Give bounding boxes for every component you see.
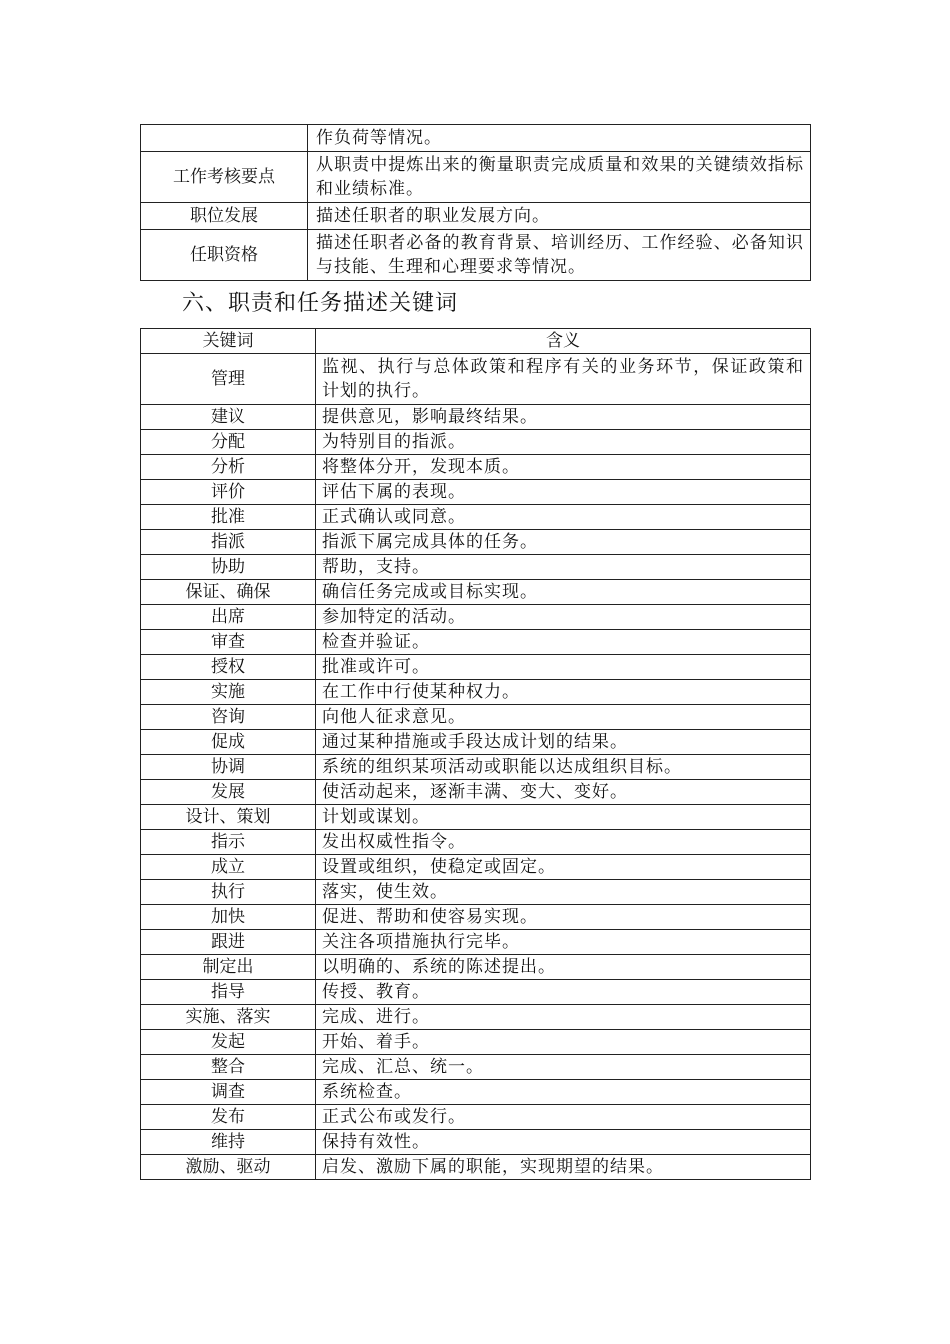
keyword-cell: 协调 [141,755,316,780]
keyword-cell: 管理 [141,354,316,405]
keyword-cell: 指派 [141,530,316,555]
row-value: 从职责中提炼出来的衡量职责完成质量和效果的关键绩效指标和业绩标准。 [308,152,811,203]
meaning-cell: 检查并验证。 [316,630,811,655]
keyword-cell: 制定出 [141,955,316,980]
meaning-cell: 在工作中行使某种权力。 [316,680,811,705]
table-row [141,505,811,530]
keyword-cell: 发起 [141,1030,316,1055]
table-row [141,880,811,905]
table-row [141,730,811,755]
table-row [141,530,811,555]
table-row [141,230,811,281]
keywords-table [140,328,811,1180]
keyword-cell: 调查 [141,1080,316,1105]
keyword-cell: 整合 [141,1055,316,1080]
row-value: 作负荷等情况。 [308,125,811,152]
keyword-cell: 评价 [141,480,316,505]
table-row [141,780,811,805]
table-row [141,1130,811,1155]
meaning-cell: 开始、着手。 [316,1030,811,1055]
keyword-cell: 成立 [141,855,316,880]
keyword-cell: 建议 [141,405,316,430]
table-row [141,930,811,955]
table-row [141,830,811,855]
table-row [141,905,811,930]
table-row [141,980,811,1005]
table-row [141,1155,811,1180]
meaning-cell: 为特别目的指派。 [316,430,811,455]
table-row [141,1005,811,1030]
keyword-cell: 出席 [141,605,316,630]
row-key: 任职资格 [141,230,308,281]
keyword-cell: 协助 [141,555,316,580]
meaning-cell: 正式确认或同意。 [316,505,811,530]
meaning-cell: 将整体分开，发现本质。 [316,455,811,480]
table-row [141,430,811,455]
keyword-cell: 咨询 [141,705,316,730]
keyword-cell: 保证、确保 [141,580,316,605]
meaning-cell: 参加特定的活动。 [316,605,811,630]
table-row [141,480,811,505]
table-row [141,125,811,152]
meaning-cell: 评估下属的表现。 [316,480,811,505]
keyword-cell: 发展 [141,780,316,805]
table-row [141,455,811,480]
table-row [141,354,811,405]
keyword-cell: 分配 [141,430,316,455]
meaning-cell: 帮助，支持。 [316,555,811,580]
keyword-cell: 审查 [141,630,316,655]
table-row [141,1105,811,1130]
table-row [141,1055,811,1080]
meaning-cell: 指派下属完成具体的任务。 [316,530,811,555]
meaning-cell: 批准或许可。 [316,655,811,680]
section-heading: 六、职责和任务描述关键词 [182,291,459,316]
table-row [141,655,811,680]
meaning-cell: 传授、教育。 [316,980,811,1005]
meaning-cell: 系统的组织某项活动或职能以达成组织目标。 [316,755,811,780]
table-row [141,705,811,730]
keyword-cell: 发布 [141,1105,316,1130]
keyword-cell: 激励、驱动 [141,1155,316,1180]
row-value: 描述任职者必备的教育背景、培训经历、工作经验、必备知识与技能、生理和心理要求等情况。 [308,230,811,281]
keyword-cell: 批准 [141,505,316,530]
table-row [141,152,811,203]
meaning-cell: 落实，使生效。 [316,880,811,905]
keyword-cell: 维持 [141,1130,316,1155]
meaning-cell: 保持有效性。 [316,1130,811,1155]
table-row [141,755,811,780]
table-row [141,605,811,630]
meaning-cell: 发出权威性指令。 [316,830,811,855]
row-key: 工作考核要点 [141,152,308,203]
table-row [141,855,811,880]
table-row [141,555,811,580]
table-row [141,580,811,605]
row-key: 职位发展 [141,203,308,230]
meaning-cell: 启发、激励下属的职能，实现期望的结果。 [316,1155,811,1180]
table-row [141,1030,811,1055]
table-row [141,405,811,430]
meaning-cell: 通过某种措施或手段达成计划的结果。 [316,730,811,755]
keyword-cell: 授权 [141,655,316,680]
keyword-cell: 实施、落实 [141,1005,316,1030]
keyword-cell: 实施 [141,680,316,705]
meaning-cell: 关注各项措施执行完毕。 [316,930,811,955]
meaning-cell: 设置或组织，使稳定或固定。 [316,855,811,880]
table-header-row [141,329,811,354]
meaning-cell: 完成、汇总、统一。 [316,1055,811,1080]
keyword-cell: 分析 [141,455,316,480]
row-key [141,125,308,152]
table-row [141,680,811,705]
job-description-table [140,124,811,281]
meaning-cell: 使活动起来，逐渐丰满、变大、变好。 [316,780,811,805]
keyword-cell: 跟进 [141,930,316,955]
table-row [141,805,811,830]
meaning-cell: 正式公布或发行。 [316,1105,811,1130]
table-row [141,955,811,980]
meaning-cell: 监视、执行与总体政策和程序有关的业务环节，保证政策和计划的执行。 [316,354,811,405]
meaning-cell: 系统检查。 [316,1080,811,1105]
header-meaning: 含义 [316,329,811,354]
keyword-cell: 指导 [141,980,316,1005]
row-value: 描述任职者的职业发展方向。 [308,203,811,230]
keyword-cell: 促成 [141,730,316,755]
meaning-cell: 以明确的、系统的陈述提出。 [316,955,811,980]
header-keyword: 关键词 [141,329,316,354]
keyword-cell: 指示 [141,830,316,855]
meaning-cell: 向他人征求意见。 [316,705,811,730]
meaning-cell: 完成、进行。 [316,1005,811,1030]
table-row [141,630,811,655]
meaning-cell: 促进、帮助和使容易实现。 [316,905,811,930]
table-row [141,203,811,230]
keyword-cell: 设计、策划 [141,805,316,830]
meaning-cell: 确信任务完成或目标实现。 [316,580,811,605]
meaning-cell: 计划或谋划。 [316,805,811,830]
table-row [141,1080,811,1105]
keyword-cell: 加快 [141,905,316,930]
meaning-cell: 提供意见，影响最终结果。 [316,405,811,430]
keyword-cell: 执行 [141,880,316,905]
